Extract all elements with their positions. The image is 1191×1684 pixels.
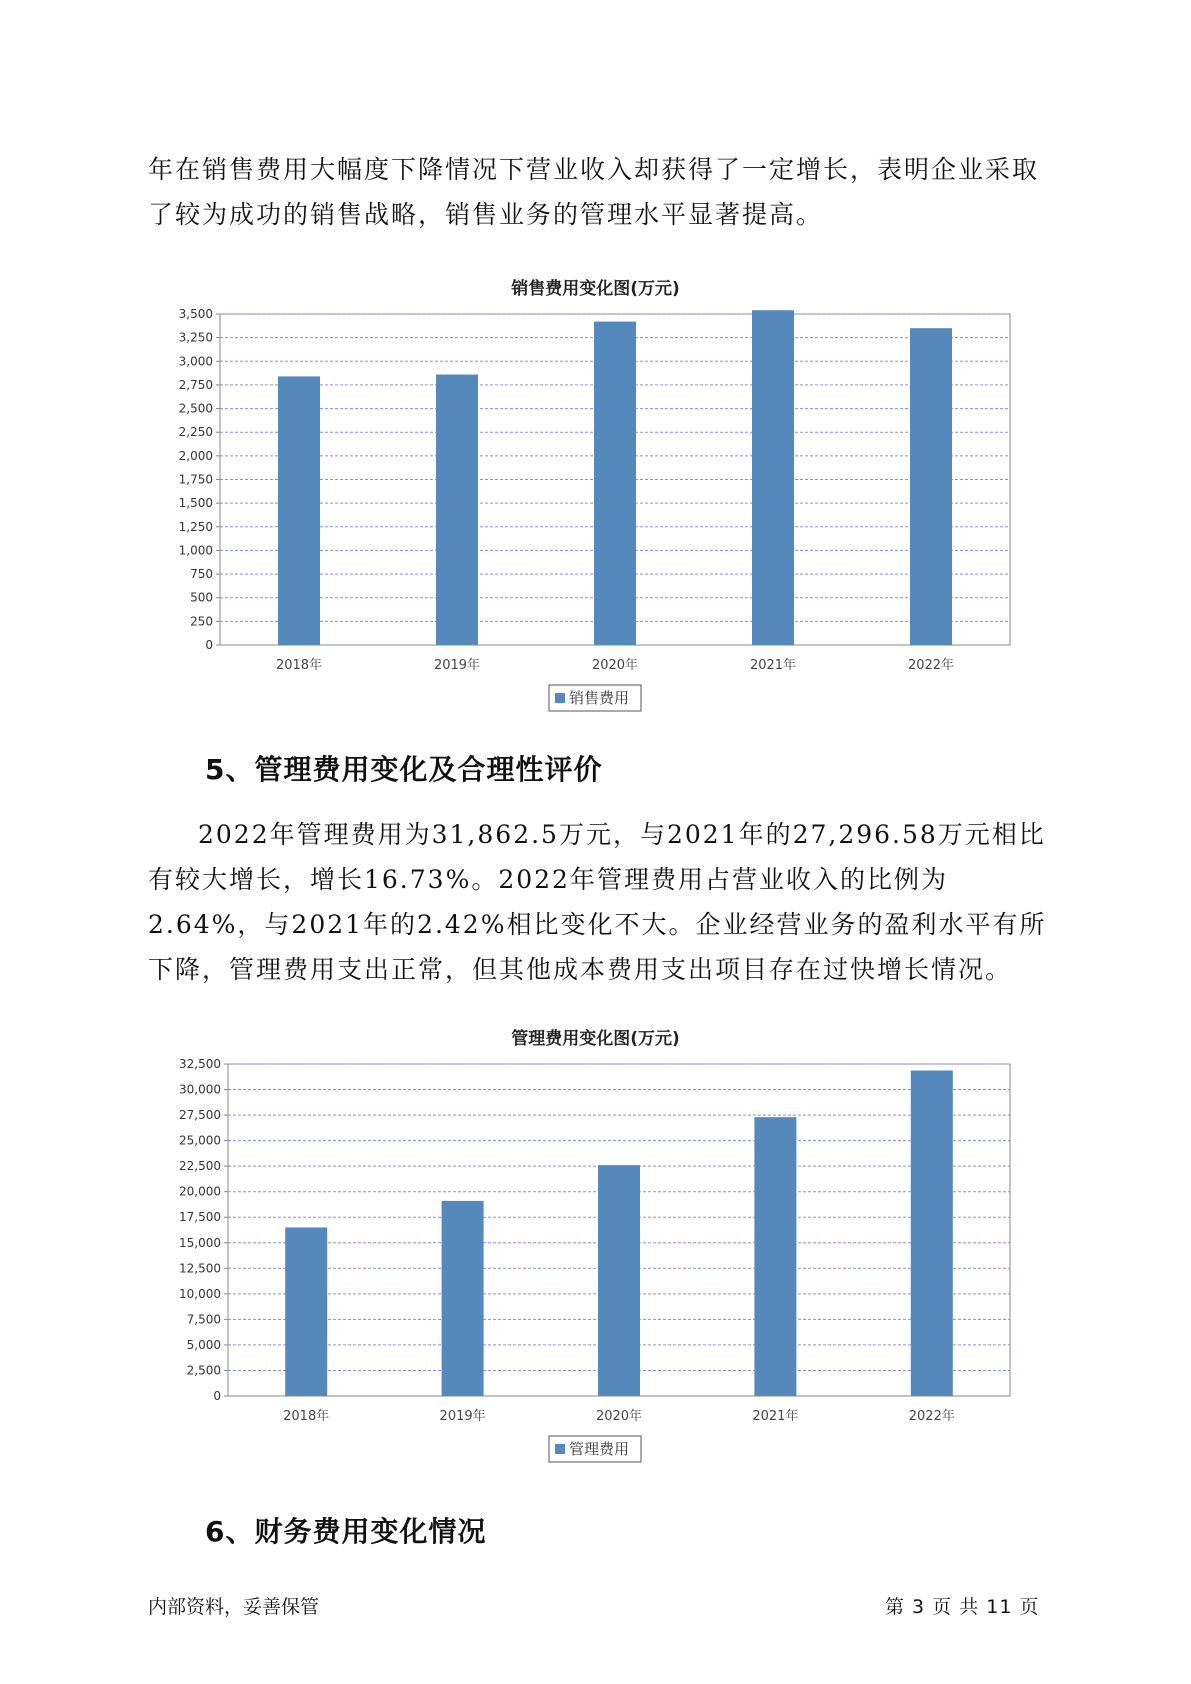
intro-paragraph: 年在销售费用大幅度下降情况下营业收入却获得了一定增长，表明企业采取了较为成功的销售战略，销售业务的管理水平显著提高。 (148, 155, 1040, 229)
footer-page-number: 第 3 页 共 11 页 (885, 1596, 1040, 1618)
y-tick-label: 1,000 (178, 543, 213, 558)
y-tick-label: 3,250 (178, 330, 213, 345)
y-tick-label: 500 (190, 590, 213, 605)
x-tick-label: 2018年 (283, 1409, 330, 1424)
management-expense-chart (0, 1052, 1191, 1472)
y-tick-label: 2,500 (186, 1363, 221, 1378)
bar-1 (285, 1227, 327, 1396)
y-tick-label: 1,750 (178, 472, 213, 487)
bar-1 (278, 376, 320, 645)
y-tick-label: 32,500 (179, 1057, 221, 1071)
management-expense-chart-title: 管理费用变化图(万元) (511, 1029, 680, 1049)
y-tick-label: 2,750 (178, 377, 213, 392)
y-tick-label: 0 (205, 638, 213, 652)
x-tick-label: 2020年 (595, 1409, 643, 1424)
y-tick-label: 1,500 (178, 496, 213, 511)
bar-3 (598, 1165, 640, 1396)
y-tick-label: 7,500 (186, 1312, 221, 1327)
section5-paragraph: 2022年管理费用为31,862.5万元，与2021年的27,296.58万元相比有较大增长，增长16.73%。2022年管理费用占营业收入的比例为2.64%，与2021年的2.42%相比变化不大。企业经营业务的盈利水平有所下降，管理费用支出正常，但其他成本费用支出项目存在过快增长情况。 (148, 820, 1047, 984)
x-tick-label: 2022年 (908, 1409, 955, 1424)
legend-label: 管理费用 (569, 1440, 630, 1458)
x-tick-label: 2020年 (591, 658, 639, 673)
bar-2 (436, 375, 478, 645)
legend-swatch (555, 693, 565, 703)
x-tick-label: 2019年 (439, 1409, 486, 1424)
sales-expense-chart-title: 销售费用变化图(万元) (511, 279, 680, 299)
x-tick-label: 2021年 (752, 1409, 799, 1424)
section6-heading: 6、财务费用变化情况 (205, 1515, 487, 1548)
y-tick-label: 17,500 (179, 1210, 221, 1225)
y-tick-label: 27,500 (179, 1108, 221, 1123)
y-tick-label: 25,000 (179, 1133, 221, 1148)
bar-4 (754, 1117, 796, 1396)
bar-4 (752, 310, 794, 645)
bar-5 (911, 1071, 953, 1396)
y-tick-label: 10,000 (179, 1286, 221, 1301)
bar-3 (594, 322, 636, 645)
y-tick-label: 3,000 (178, 354, 213, 369)
footer-confidential-note: 内部资料，妥善保管 (148, 1596, 320, 1618)
sales-expense-chart (0, 300, 1191, 720)
y-tick-label: 22,500 (179, 1159, 221, 1174)
y-tick-label: 250 (190, 614, 213, 629)
y-tick-label: 2,250 (178, 425, 213, 440)
y-tick-label: 2,000 (178, 448, 213, 463)
y-tick-label: 0 (213, 1389, 221, 1403)
section5-heading: 5、管理费用变化及合理性评价 (205, 753, 603, 786)
legend-swatch (555, 1444, 565, 1454)
x-tick-label: 2022年 (907, 658, 955, 673)
x-tick-label: 2019年 (433, 658, 481, 673)
x-tick-label: 2021年 (749, 658, 797, 673)
y-tick-label: 20,000 (179, 1184, 221, 1199)
y-tick-label: 3,500 (178, 307, 213, 321)
y-tick-label: 1,250 (178, 519, 213, 534)
y-tick-label: 12,500 (179, 1261, 221, 1276)
x-tick-label: 2018年 (275, 658, 323, 673)
y-tick-label: 15,000 (179, 1235, 221, 1250)
bar-5 (910, 328, 952, 645)
legend-label: 销售费用 (569, 689, 630, 707)
y-tick-label: 5,000 (186, 1337, 221, 1352)
y-tick-label: 750 (190, 567, 213, 582)
bar-2 (442, 1201, 484, 1396)
y-tick-label: 2,500 (178, 401, 213, 416)
y-tick-label: 30,000 (179, 1082, 221, 1097)
